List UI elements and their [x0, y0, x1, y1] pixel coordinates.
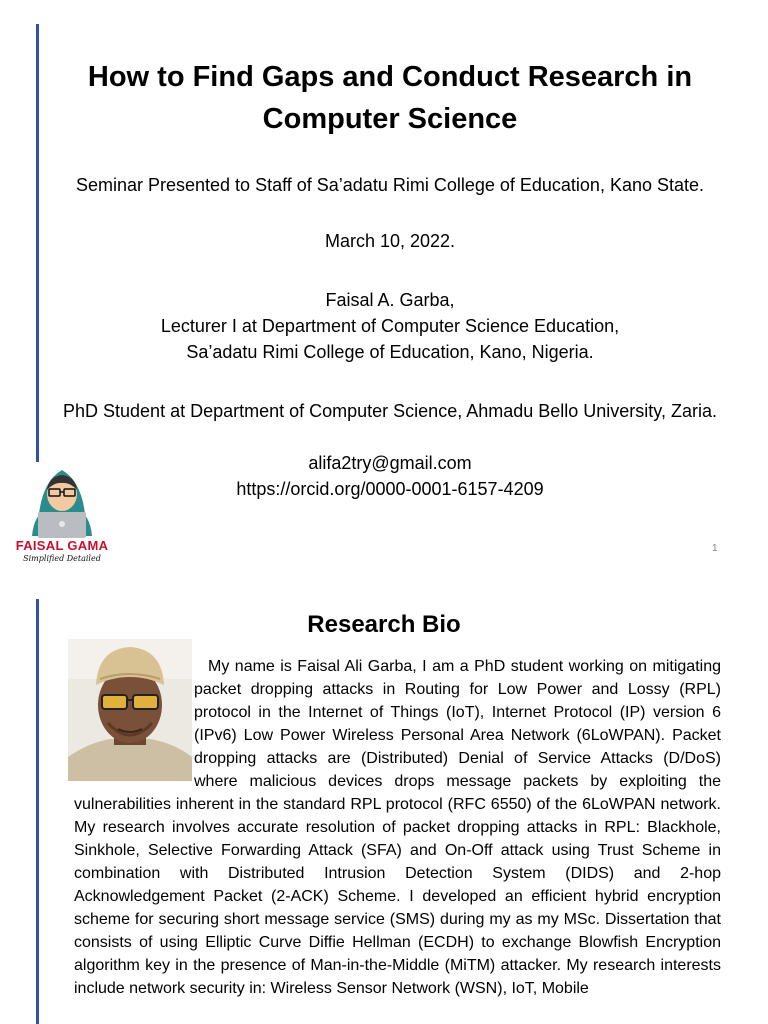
email-link[interactable]: alifa2try@gmail.com [308, 453, 472, 473]
phd-line: PhD Student at Department of Computer Science, Ahmadu Bello University, Zaria. [63, 401, 717, 421]
slide-title: How to Find Gaps and Conduct Research in Computer Science [87, 61, 693, 135]
hooded-coder-icon [8, 462, 116, 538]
slide-accent-bar [36, 599, 39, 1024]
research-bio-slide [0, 585, 768, 1024]
author-role: Lecturer I at Department of Computer Science Education, [160, 316, 620, 336]
date-line: March 10, 2022. [324, 231, 456, 251]
author-institution: Sa’adatu Rimi College of Education, Kano, Nigeria. [186, 342, 594, 362]
bio-title: Research Bio [307, 611, 461, 638]
logo-name: FAISAL GAMA [15, 538, 109, 553]
author-photo [68, 639, 192, 781]
seminar-line: Seminar Presented to Staff of Sa’adatu Rimi College of Education, Kano State. [75, 175, 705, 195]
author-name: Faisal A. Garba, [325, 290, 455, 310]
page-number: 1 [712, 543, 718, 554]
bio-text: My name is Faisal Ali Garba, I am a PhD student working on mitigating packet dropping attacks in Routing for Low Power and Lossy (RPL) protocol in the Internet of Things (IoT), Internet Protocol (IP) version 6 (IPv6) Low Power Wireless Personal Area Network (6LoWPAN). Packet dropping attacks are (Distributed) Denial of Service Attacks (D/DoS) where malicious devices drops message packets by exploiting the vulnerabilities inherent in the standard RPL protocol (RFC 6550) of the 6LoWPAN network. My research involves accurate resolution of packet dropping attacks in RPL: Blackhole, Sinkhole, Selective Forwarding Attack (SFA) and On-Off attack using Trust Scheme in combination with Distributed Intrusion Detection System (DIDS) and 2-hop Acknowledgement Packet (2-ACK) Scheme. I developed an efficient hybrid encryption scheme for securing short message service (SMS) during my as my MSc. Dissertation that consists of using Elliptic Curve Diffie Hellman (ECDH) to exchange Blowfish Encryption algorithm key in the presence of Man-in-the-Middle (MiTM) attacker. My research interests include network security in: Wireless Sensor Network (WSN), IoT, Mobile [74, 658, 721, 997]
slide-accent-bar [36, 24, 39, 464]
logo-tagline: Simplified Detailed [23, 554, 101, 563]
orcid-link[interactable]: https://orcid.org/0000-0001-6157-4209 [236, 479, 544, 499]
brand-logo [8, 462, 116, 570]
